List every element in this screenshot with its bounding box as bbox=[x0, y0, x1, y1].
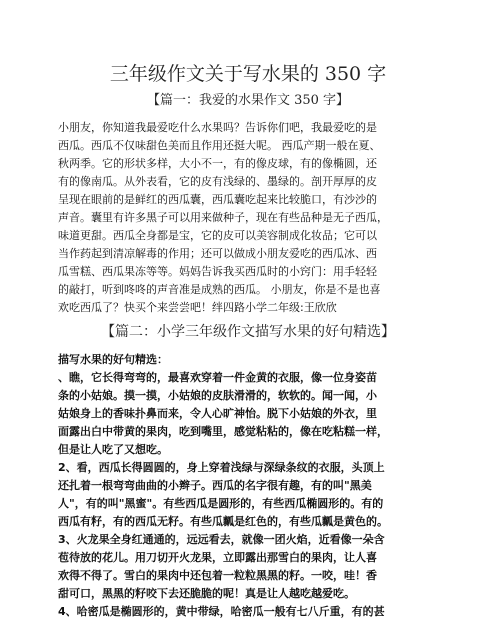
section-heading-2: 【篇二：小学三年级作文描写水果的好句精选】 bbox=[101, 324, 395, 340]
paragraph-line: 秋两季。它的形状多样，大小不一，有的像皮球，有的像椭圆，还 bbox=[58, 157, 377, 170]
paragraph-line: 西瓜有籽，有的西瓜无籽。有些瓜瓤是红色的，有些瓜瓤是黄色的。 bbox=[58, 515, 388, 528]
paragraph-line: 小朋友，你知道我最爱吃什么水果吗？告诉你们吧，我最爱吃的是 bbox=[58, 121, 377, 134]
section-2-body bbox=[58, 351, 442, 621]
section-heading-1: 【篇一：我爱的水果作文 350 字】 bbox=[146, 93, 350, 108]
paragraph-line: 当作药起到清凉解毒的作用；还可以做成小朋友爱吃的西瓜冰、西 bbox=[58, 247, 377, 260]
paragraph-line: 味道更甜。西瓜全身都是宝，它的皮可以美容制成化妆品；它可以 bbox=[58, 229, 377, 242]
paragraph-line: 姑娘身上的香味扑鼻而来，令人心旷神怡。脱下小姑娘的外衣，里 bbox=[58, 407, 377, 420]
paragraph-line: 苞待放的花儿。用刀切开火龙果，立即露出那雪白的果肉，让人喜 bbox=[58, 551, 377, 564]
document-title: 三年级作文关于写水果的 350 字 bbox=[109, 63, 387, 85]
paragraph-line: 4、哈密瓜是椭圆形的，黄中带绿，哈密瓜一般有七八斤重，有的甚 bbox=[58, 605, 385, 618]
paragraph-line: 甜可口，黑黑的籽咬下去还脆脆的呢！真是让人越吃越爱吃。 bbox=[58, 587, 355, 600]
section-1-body bbox=[58, 119, 442, 317]
paragraph-line: 有的像南瓜。从外表看，它的皮有浅绿的、墨绿的。剖开厚厚的皮 bbox=[58, 175, 377, 188]
paragraph-line: 呈现在眼前的是鲜红的西瓜囊，西瓜囊吃起来比较脆口，有沙沙的 bbox=[58, 193, 377, 206]
paragraph-line: 欢得不得了。雪白的果肉中还包着一粒粒黑黑的籽。一咬，哇！香 bbox=[58, 569, 377, 582]
paragraph-line: 还扎着一根弯弯曲曲的小辫子。西瓜的名字很有趣，有的叫"黑美 bbox=[58, 479, 372, 492]
paragraph-line: 欢吃西瓜了？快买个来尝尝吧！绊四路小学二年级:王欣欣 bbox=[58, 301, 337, 314]
paragraph-line: 2、看，西瓜长得圆圆的，身上穿着浅绿与深绿条纹的衣服，头顶上 bbox=[58, 461, 385, 474]
paragraph-line: 条的小姑娘。摸一摸，小姑娘的皮肤滑滑的，软软的。闻一闻，小 bbox=[58, 389, 377, 402]
paragraph-line: 的敲打，听到咚咚的声音准是成熟的西瓜。 小朋友，你是不是也喜 bbox=[58, 283, 381, 296]
paragraph-line: 3、火龙果全身红通通的，远远看去，就像一团火焰，近看像一朵含 bbox=[58, 533, 385, 546]
paragraph-line: 西瓜。西瓜不仅味甜色美而且作用还挺大呢。 西瓜产期一般在夏、 bbox=[58, 139, 381, 152]
paragraph-line: 人"，有的叫"黑蜜"。有些西瓜是圆形的，有些西瓜椭圆形的。有的 bbox=[58, 497, 384, 510]
paragraph-line: 瓜雪糕、西瓜果冻等等。妈妈告诉我买西瓜时的小窍门：用手轻轻 bbox=[58, 265, 377, 278]
paragraph-line: 声音。囊里有许多黑子可以用来做种子，现在有些品种是无子西瓜， bbox=[58, 211, 388, 224]
paragraph-line: 、瞧，它长得弯弯的，最喜欢穿着一件金黄的衣服，像一位身姿苗 bbox=[58, 371, 377, 384]
paragraph-line: 面露出白中带黄的果肉，吃到嘴里，感觉粘粘的，像在吃粘糕一样， bbox=[58, 425, 388, 438]
paragraph-line: 但是让人吃了又想吃。 bbox=[58, 443, 168, 456]
paragraph-line: 描写水果的好句精选： bbox=[58, 353, 168, 366]
